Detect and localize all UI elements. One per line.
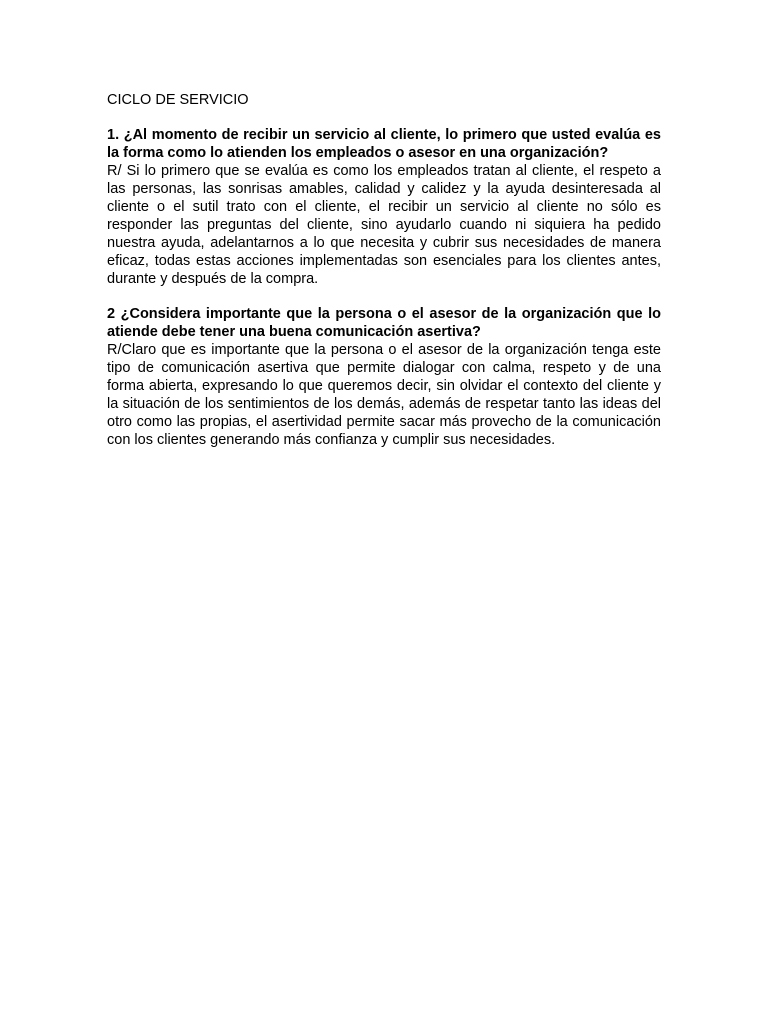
document-page xyxy=(107,91,661,466)
qa-section-1 xyxy=(107,126,661,288)
answer-2: R/Claro que es importante que la persona o el asesor de la organización tenga este tipo de comunicación asertiva que permite dialogar con calma, respeto y de una forma abierta, expresando lo que queremos decir, sin olvidar el contexto del cliente y la situación de los sentimientos de los demás, además de respetar tanto las ideas del otro como las propias, el asertividad permite sacar más provecho de la comunicación con los clientes generando más confianza y cumplir sus necesidades. xyxy=(107,342,661,448)
question-1: 1. ¿Al momento de recibir un servicio al cliente, lo primero que usted evalúa es la forma como lo atienden los empleados o asesor en una organización? xyxy=(107,127,661,161)
qa-section-2 xyxy=(107,305,661,449)
answer-1: R/ Si lo primero que se evalúa es como los empleados tratan al cliente, el respeto a las personas, las sonrisas amables, calidad y calidez y la ayuda desinteresada al cliente o el sutil trato con el cliente, el recibir un servicio al cliente no sólo es responder las preguntas del cliente, sino ayudarlo cuando ni siquiera ha pedido nuestra ayuda, adelantarnos a lo que necesita y cubrir sus necesidades de manera eficaz, todas estas acciones implementadas son esenciales para los clientes antes, durante y después de la compra. xyxy=(107,163,661,287)
question-2: 2 ¿Considera importante que la persona o el asesor de la organización que lo atiende debe tener una buena comunicación asertiva? xyxy=(107,306,661,340)
document-title: CICLO DE SERVICIO xyxy=(107,92,249,108)
